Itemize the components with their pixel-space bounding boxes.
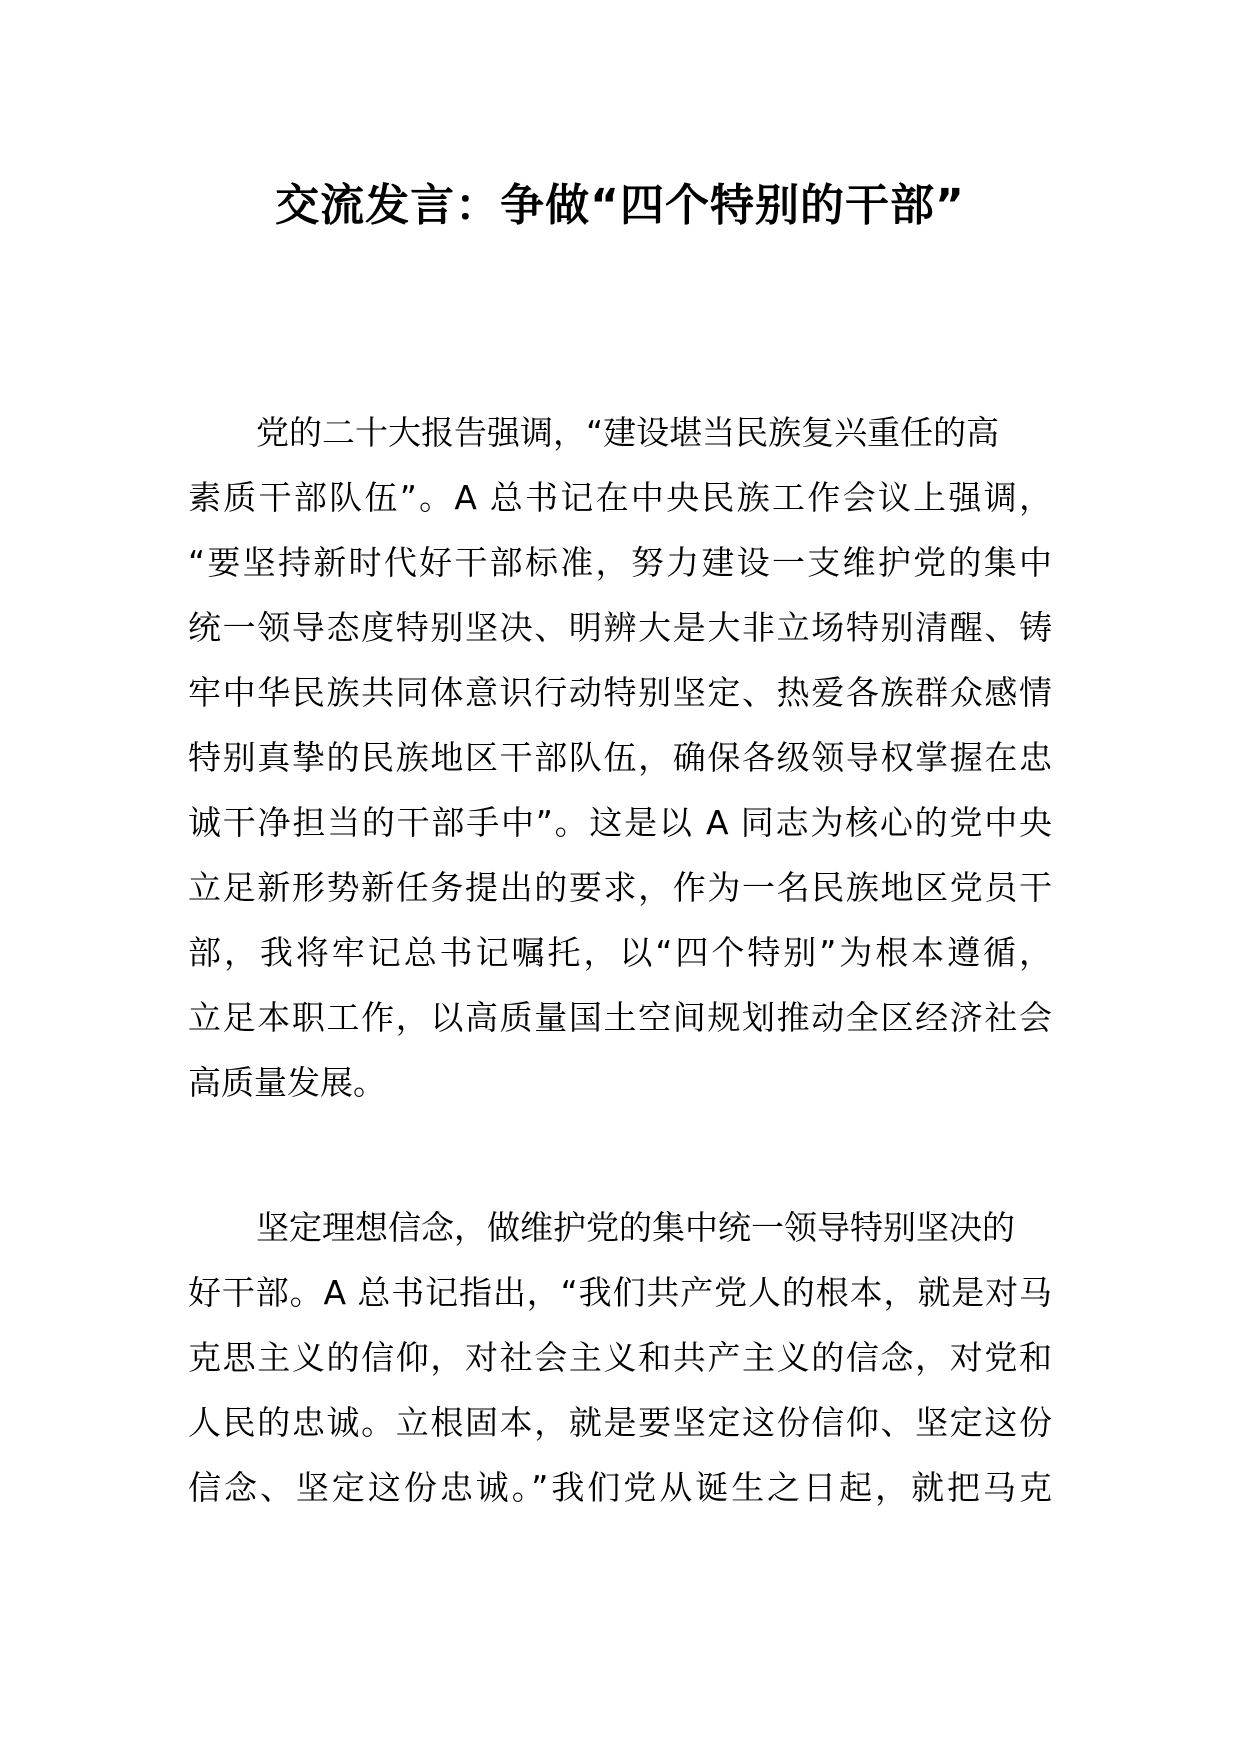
paragraph-line: “要坚持新时代好干部标准，努力建设一支维护党的集中 [188, 543, 1052, 582]
paragraph-line: 素质干部队伍”。A 总书记在中央民族工作会议上强调， [188, 478, 1052, 517]
paragraph-line: 克思主义的信仰，对社会主义和共产主义的信念，对党和 [188, 1338, 1052, 1377]
paragraph-line: 好干部。A 总书记指出，“我们共产党人的根本，就是对马 [188, 1273, 1052, 1312]
paragraph-1 [188, 400, 1052, 1115]
paragraph-line: 部，我将牢记总书记嘱托，以“四个特别”为根本遵循， [188, 933, 1052, 972]
paragraph-line: 高质量发展。 [188, 1063, 386, 1102]
paragraph-line: 人民的忠诚。立根固本，就是要坚定这份信仰、坚定这份 [188, 1403, 1052, 1442]
paragraph-2 [188, 1195, 1052, 1520]
paragraph-line: 诚干净担当的干部手中”。这是以 A 同志为核心的党中央 [188, 803, 1052, 842]
paragraph-line: 立足新形势新任务提出的要求，作为一名民族地区党员干 [188, 868, 1052, 907]
paragraph-line: 立足本职工作，以高质量国土空间规划推动全区经济社会 [188, 998, 1052, 1037]
paragraph-line: 牢中华民族共同体意识行动特别坚定、热爱各族群众感情 [188, 673, 1052, 712]
paragraph-line: 统一领导态度特别坚决、明辨大是大非立场特别清醒、铸 [188, 608, 1052, 647]
paragraph-line: 坚定理想信念，做维护党的集中统一领导特别坚决的 [256, 1208, 1015, 1247]
document-title: 交流发言：争做“四个特别的干部” [275, 180, 965, 231]
paragraph-line: 党的二十大报告强调，“建设堪当民族复兴重任的高 [256, 413, 1000, 452]
paragraph-line: 信念、坚定这份忠诚。”我们党从诞生之日起，就把马克 [188, 1468, 1052, 1507]
paragraph-line: 特别真挚的民族地区干部队伍，确保各级领导权掌握在忠 [188, 738, 1052, 777]
